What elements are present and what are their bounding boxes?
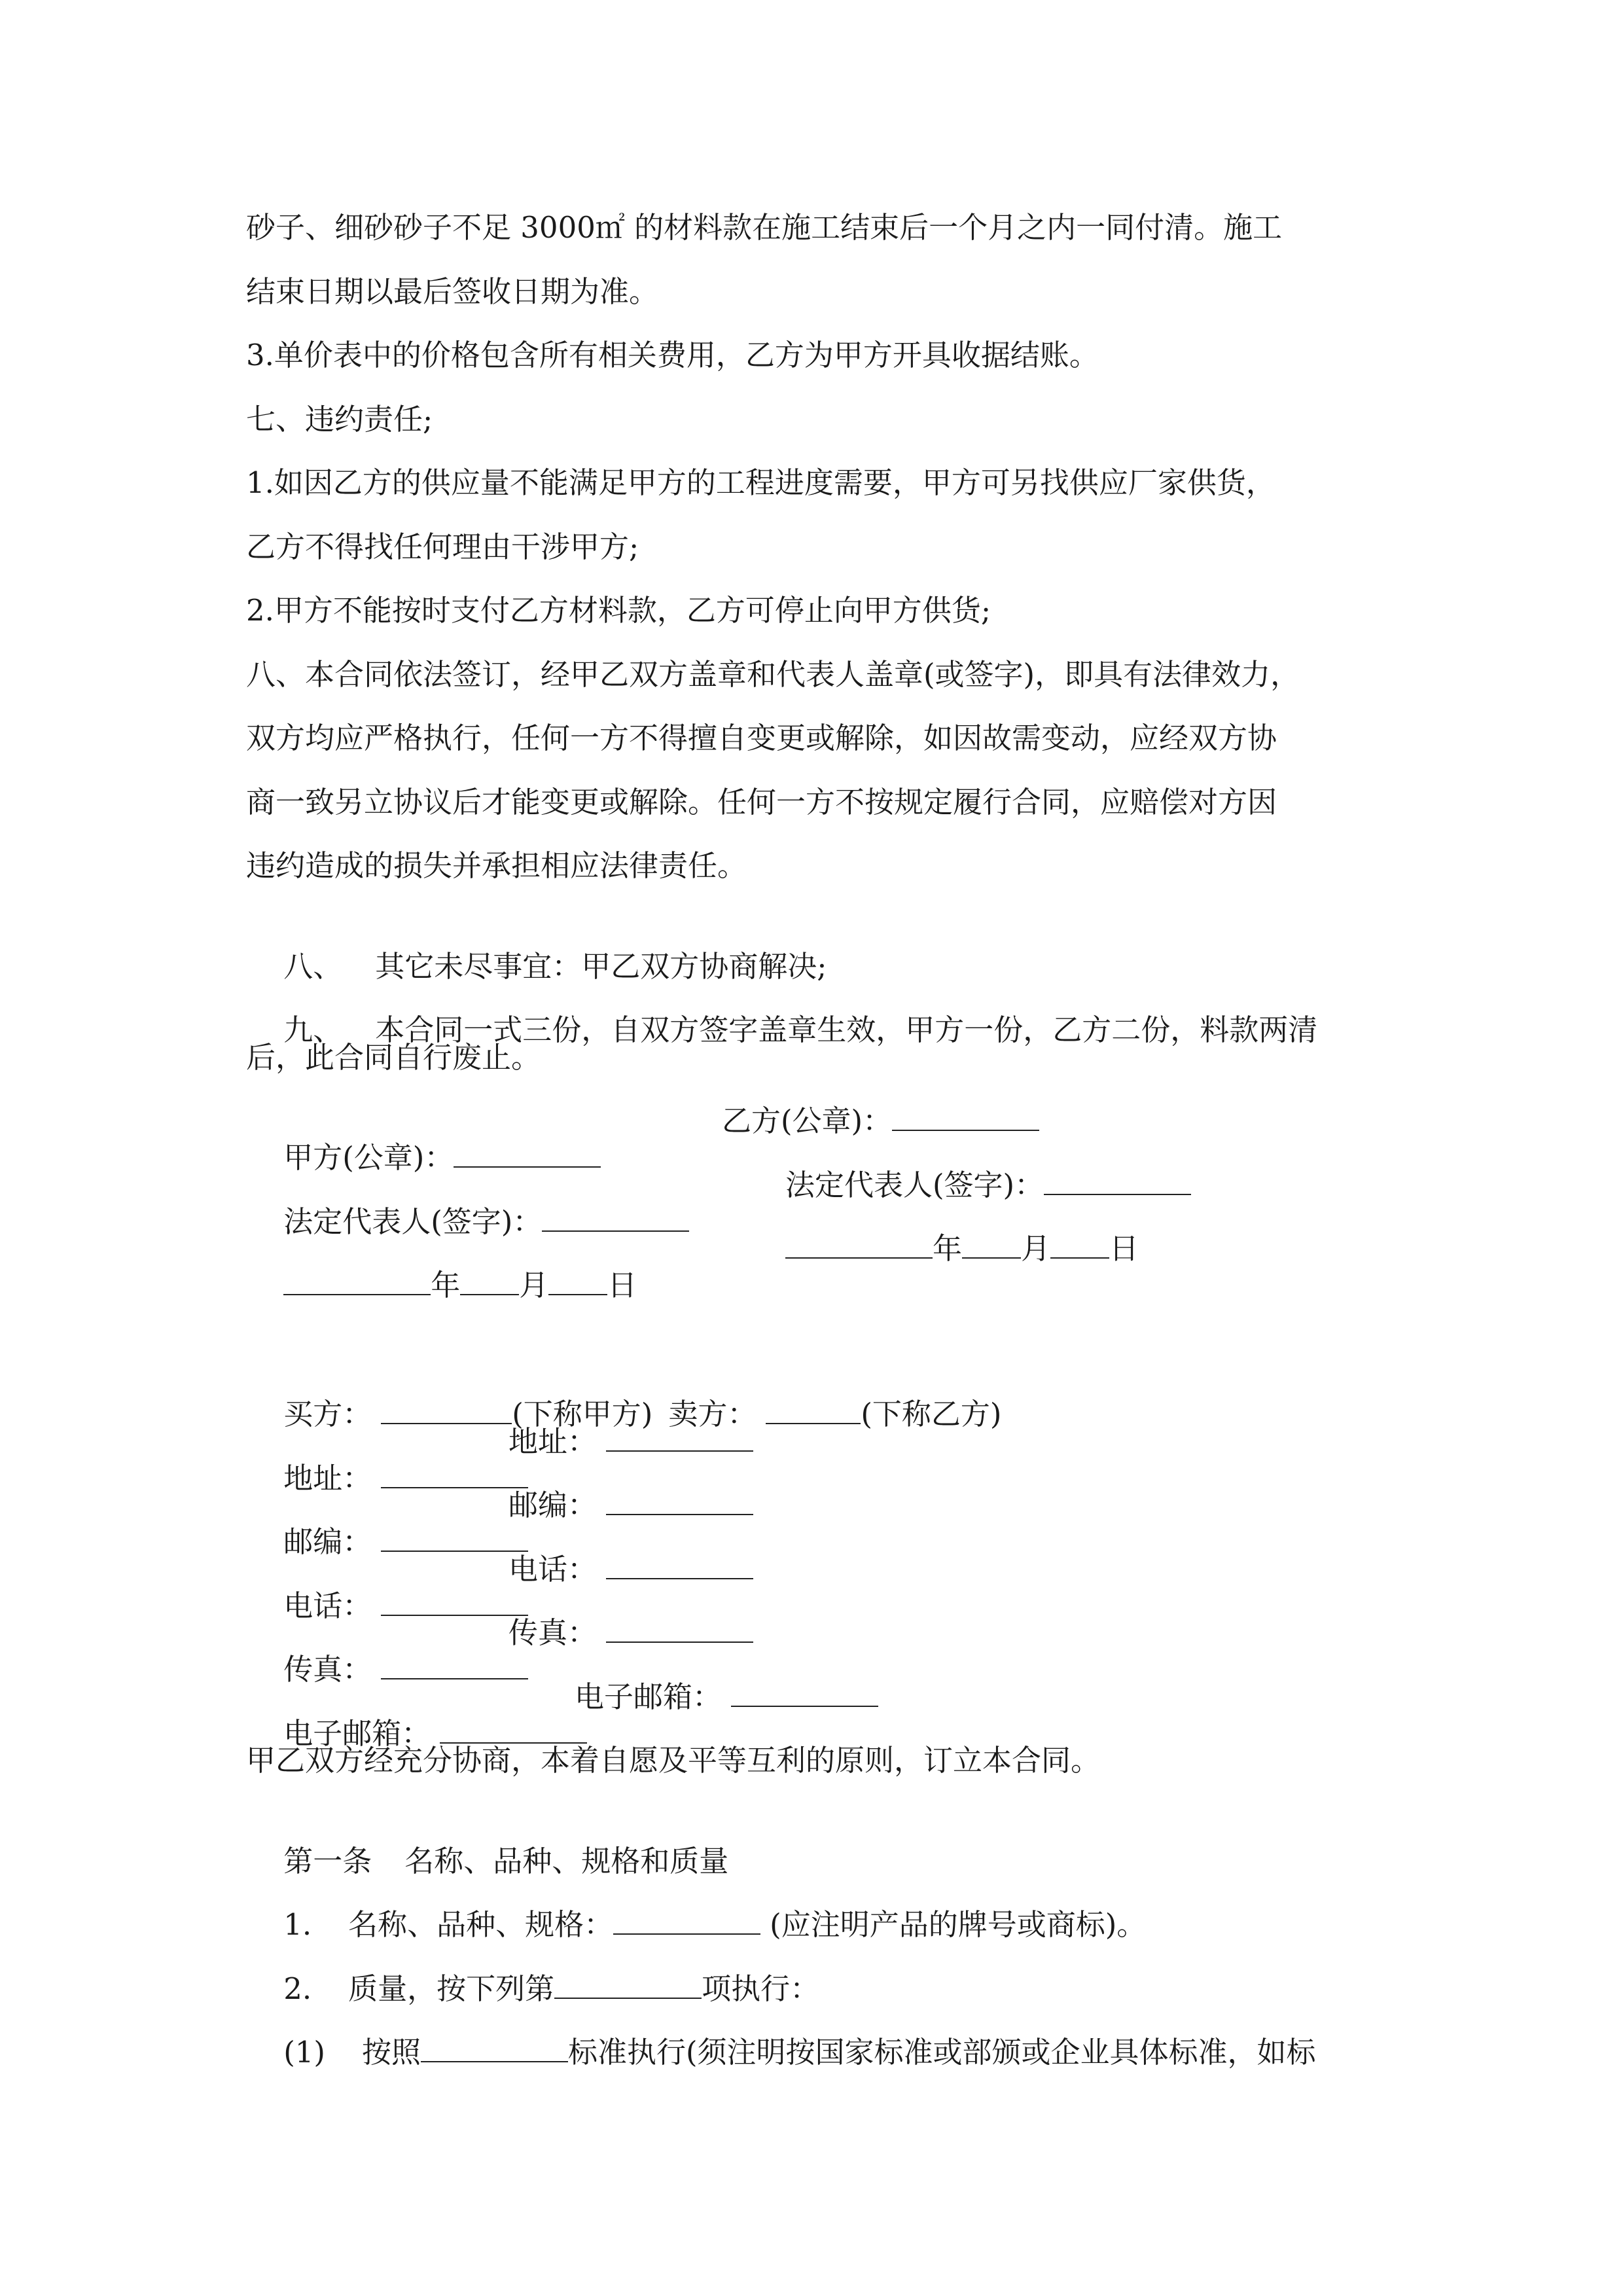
phone-b-label: 电话： [508, 1552, 597, 1587]
subitem-label: 按照 [361, 2035, 421, 2070]
subitem-text: 标准执行(须注明按国家标准或部颁或企业具体标准，如标 [567, 2035, 1316, 2070]
postcode-b-label: 邮编： [508, 1488, 597, 1522]
address-a-field[interactable] [381, 1461, 528, 1488]
clause-number: 九、 [283, 1013, 343, 1047]
legal-rep-b-field[interactable] [1044, 1168, 1191, 1195]
standard-field[interactable] [421, 2035, 568, 2062]
paragraph-line: 3.单价表中的价格包含所有相关费用，乙方为甲方开具收据结账。 [246, 338, 1099, 372]
item-line [246, 1870, 1147, 1942]
paragraph-line: 1.如因乙方的供应量不能满足甲方的工程进度需要，甲方可另找供应厂家供货， [246, 465, 1275, 500]
clause-text: 其它未尽事宜：甲乙双方协商解决; [375, 949, 827, 984]
date-row [246, 1230, 1139, 1302]
paragraph-line: 后，此合同自行废止。 [246, 1040, 541, 1075]
clause-number: 八、 [283, 949, 343, 984]
legal-rep-a-field[interactable] [542, 1204, 689, 1232]
address-a-label: 地址： [283, 1461, 372, 1496]
clause-line [246, 912, 827, 984]
month-b-field[interactable] [962, 1231, 1021, 1259]
year-label: 年 [431, 1268, 461, 1302]
buyer-field[interactable] [381, 1397, 512, 1424]
address-b [508, 1424, 753, 1460]
month-label: 月 [1021, 1231, 1051, 1266]
legal-rep-b [785, 1167, 1191, 1204]
fax-a-label: 传真： [283, 1652, 372, 1687]
address-row [246, 1424, 597, 1496]
month-a-field[interactable] [460, 1268, 519, 1295]
day-label: 日 [1109, 1231, 1139, 1266]
clause-line [246, 975, 1318, 1047]
seller-suffix: (下称乙方) [861, 1397, 1002, 1431]
postcode-b [508, 1487, 753, 1524]
item-note: (应注明产品的牌号或商标)。 [770, 1907, 1147, 1942]
year-label: 年 [933, 1231, 963, 1266]
day-a-field[interactable] [548, 1268, 607, 1295]
section-heading: 七、违约责任; [246, 402, 433, 437]
email-a-field[interactable] [440, 1716, 587, 1744]
fax-b-label: 传真： [508, 1615, 597, 1650]
fax-b [508, 1615, 753, 1651]
phone-a-label: 电话： [283, 1588, 372, 1623]
postcode-row [246, 1487, 597, 1559]
article-heading [246, 1806, 729, 1878]
item-label: 名称、品种、规格： [348, 1907, 614, 1942]
paragraph-line: 商一致另立协议后才能变更或解除。任何一方不按规定履行合同，应赔偿对方因 [246, 785, 1277, 819]
buyer-label: 买方： [283, 1397, 372, 1431]
clause-text: 本合同一式三份，自双方签字盖章生效，甲方一份，乙方二份，料款两清 [375, 1013, 1318, 1047]
party-b-seal [722, 1103, 1039, 1139]
item-label: 质量，按下列第 [348, 1971, 555, 2006]
address-b-field[interactable] [606, 1424, 753, 1452]
phone-b [508, 1551, 753, 1588]
postcode-a-label: 邮编： [283, 1524, 372, 1559]
email-row [246, 1679, 722, 1751]
paragraph-line: 2.甲方不能按时支付乙方材料款，乙方可停止向甲方供货; [246, 593, 991, 628]
seller-field[interactable] [766, 1397, 861, 1424]
fax-b-field[interactable] [606, 1615, 753, 1643]
legal-rep-row [246, 1167, 1044, 1239]
email-b-label: 电子邮箱： [575, 1679, 722, 1714]
phone-row [246, 1551, 597, 1623]
year-b-field[interactable] [785, 1231, 933, 1259]
fax-a-field[interactable] [381, 1652, 528, 1679]
phone-a-field[interactable] [381, 1588, 528, 1616]
article-title: 名称、品种、规格和质量 [404, 1844, 729, 1878]
party-b-seal-field[interactable] [892, 1103, 1039, 1131]
month-label: 月 [519, 1268, 549, 1302]
paragraph-line: 八、本合同依法签订，经甲乙双方盖章和代表人盖章(或签字)，即具有法律效力， [246, 657, 1300, 692]
email-b [575, 1679, 878, 1715]
legal-rep-a-label: 法定代表人(签字)： [283, 1204, 543, 1239]
fax-row [246, 1615, 597, 1687]
paragraph-line: 砂子、细砂砂子不足 3000㎡ 的材料款在施工结束后一个月之内一同付清。施工 [246, 210, 1283, 245]
paragraph-line: 违约造成的损失并承担相应法律责任。 [246, 848, 747, 883]
legal-rep-b-label: 法定代表人(签字)： [785, 1168, 1044, 1202]
spec-field[interactable] [613, 1907, 760, 1935]
paragraph-line: 乙方不得找任何理由干涉甲方; [246, 529, 639, 564]
item-suffix: 项执行： [702, 1971, 820, 2006]
seller-label: 卖方： [668, 1397, 757, 1431]
buyer-suffix: (下称甲方) [512, 1397, 653, 1431]
item-number: 1. [283, 1907, 312, 1942]
intro-line: 甲乙双方经充分协商，本着自愿及平等互利的原则，订立本合同。 [246, 1743, 1101, 1778]
seal-row [246, 1103, 893, 1175]
year-a-field[interactable] [283, 1268, 431, 1295]
quality-item-field[interactable] [554, 1971, 702, 1999]
article-number: 第一条 [283, 1844, 372, 1878]
item-line [246, 1934, 820, 2006]
parties-row [246, 1359, 1002, 1431]
party-b-seal-label: 乙方(公章)： [722, 1103, 893, 1138]
address-b-label: 地址： [508, 1424, 597, 1459]
party-a-seal-field[interactable] [454, 1140, 601, 1168]
party-a-seal-label: 甲方(公章)： [283, 1140, 454, 1175]
postcode-a-field[interactable] [381, 1524, 528, 1552]
day-label: 日 [607, 1268, 637, 1302]
phone-b-field[interactable] [606, 1552, 753, 1579]
email-b-field[interactable] [731, 1679, 878, 1707]
paragraph-line: 结束日期以最后签收日期为准。 [246, 274, 659, 309]
item-number: 2. [283, 1971, 312, 2006]
subitem-number: (1) [283, 2035, 325, 2070]
subitem-line [246, 1998, 1316, 2070]
date-b [785, 1230, 1139, 1267]
email-a-label: 电子邮箱： [283, 1716, 431, 1751]
day-b-field[interactable] [1050, 1231, 1109, 1259]
postcode-b-field[interactable] [606, 1488, 753, 1515]
paragraph-line: 双方均应严格执行，任何一方不得擅自变更或解除，如因故需变动，应经双方协 [246, 721, 1277, 755]
